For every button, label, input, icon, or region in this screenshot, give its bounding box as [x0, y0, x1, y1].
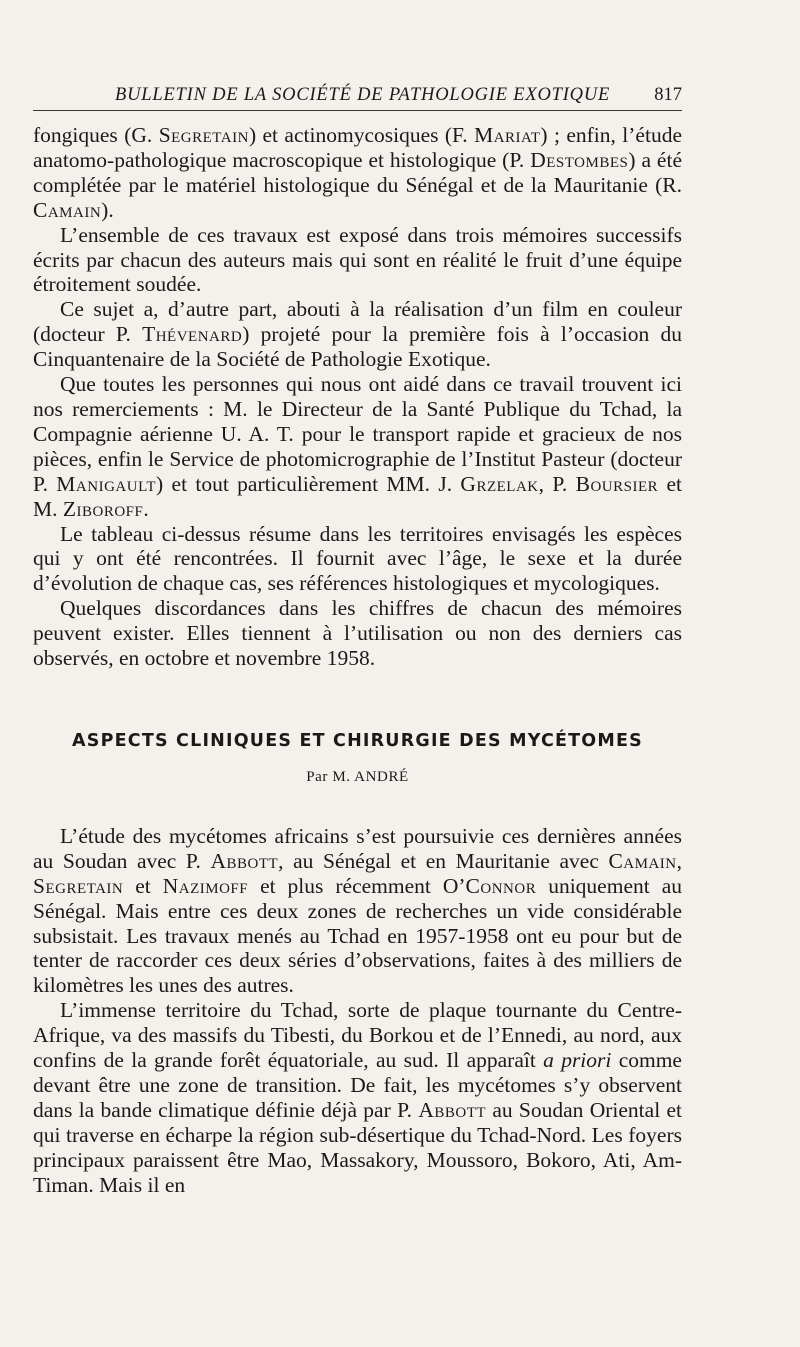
- section-continuation: [33, 123, 682, 671]
- running-title: BULLETIN DE LA SOCIÉTÉ DE PATHOLOGIE EXOTIQUE: [115, 85, 611, 105]
- author-name: Mariat: [474, 123, 541, 147]
- article-body: [33, 824, 682, 1198]
- author-name: Camain: [33, 197, 102, 222]
- author-name: Boursier: [575, 471, 659, 496]
- paragraph-intro: L’étude des mycétomes africains s’est poursuivie ces dernières années au Soudan avec P. Abbott, au Sénégal et en Mauritanie avec Camain, Segretain et Nazimoff et plus récemment O’Connor uniquement au Sénégal. Mais entre ces deux zones de recherches un vide considérable subsistait. Les travaux menés au Tchad en 1957-1958 ont eu pour but de tenter de raccorder ces deux séries d’observations, faites à des milliers de kilomètres les unes des autres.: [33, 823, 682, 998]
- author-name: Connor: [465, 873, 537, 898]
- author-name: Thévenard: [142, 322, 243, 347]
- author-name: Destombes: [530, 147, 629, 172]
- article-title: ASPECTS CLINIQUES ET CHIRURGIE DES MYCÉTOMES: [72, 730, 643, 751]
- paragraph-acknowledgements: Que toutes les personnes qui nous ont aidé dans ce travail trouvent ici nos remerciements : M. le Directeur de la Santé Publique du Tchad, la Compagnie aérienne U. A. T. pour le transport rapide et gracieux de nos pièces, enfin le Service de photomicrographie de l’Institut Pasteur (docteur P. Manigault) et tout particulièrement MM. J. Grzelak, P. Boursier et M. Ziboroff.: [33, 372, 682, 521]
- author-name: Segretain: [33, 873, 124, 898]
- author-name: Camain: [608, 848, 677, 873]
- paragraph-discrepancies: Quelques discordances dans les chiffres de chacun des mémoires peuvent exister. Elles tiennent à l’utilisation ou non des derniers cas observés, en octobre et novembre 1958.: [33, 596, 682, 671]
- paragraph-tchad-territory: L’immense territoire du Tchad, sorte de plaque tournante du Centre-Afrique, va des massifs du Tibesti, du Borkou et de l’Ennedi, au nord, aux confins de la grande forêt équatoriale, au sud. Il apparaît a priori comme devant être une zone de transition. De fait, les mycétomes s’y observent dans la bande climatique définie déjà par P. Abbott au Soudan Oriental et qui traverse en écharpe la région sub-désertique du Tchad-Nord. Les foyers principaux paraissent être Mao, Massakory, Moussoro, Bokoro, Ati, Am-Timan. Mais il en: [33, 998, 682, 1197]
- author-name: Abbott: [210, 848, 279, 873]
- page-number: 817: [654, 85, 682, 105]
- latin-phrase: a priori: [543, 1048, 612, 1073]
- article-byline: Par M. ANDRÉ: [306, 768, 409, 785]
- author-name: Grzelak: [460, 471, 539, 496]
- paragraph-memoirs: L’ensemble de ces travaux est exposé dans trois mémoires successifs écrits par chacun des auteurs mais qui sont en réalité le fruit d’une équipe étroitement soudée.: [33, 222, 682, 297]
- author-name: Segretain: [158, 123, 249, 147]
- paragraph-film: Ce sujet a, d’autre part, abouti à la réalisation d’un film en couleur (docteur P. Thévenard) projeté pour la première fois à l’occasion du Cinquantenaire de la Société de Pathologie Exotique.: [33, 297, 682, 372]
- paragraph-table-summary: Le tableau ci-dessus résume dans les territoires envisagés les espèces qui y ont été rencontrées. Il fournit avec l’âge, le sexe et la durée d’évolution de chaque cas, ses références histologiques et mycologiques.: [33, 521, 682, 596]
- author-name: Ziboroff: [62, 496, 144, 521]
- author-name: Abbott: [418, 1097, 487, 1122]
- author-name: Manigault: [56, 471, 157, 496]
- paragraph-credits: fongiques (G. Segretain) et actinomycosiques (F. Mariat) ; enfin, l’étude anatomo-pathologique macroscopique et histologique (P. Destombes) a été complétée par le matériel histologique du Sénégal et de la Mauritanie (R. Camain).: [33, 123, 682, 222]
- running-head: [33, 78, 682, 111]
- author-name: Nazimoff: [162, 873, 249, 898]
